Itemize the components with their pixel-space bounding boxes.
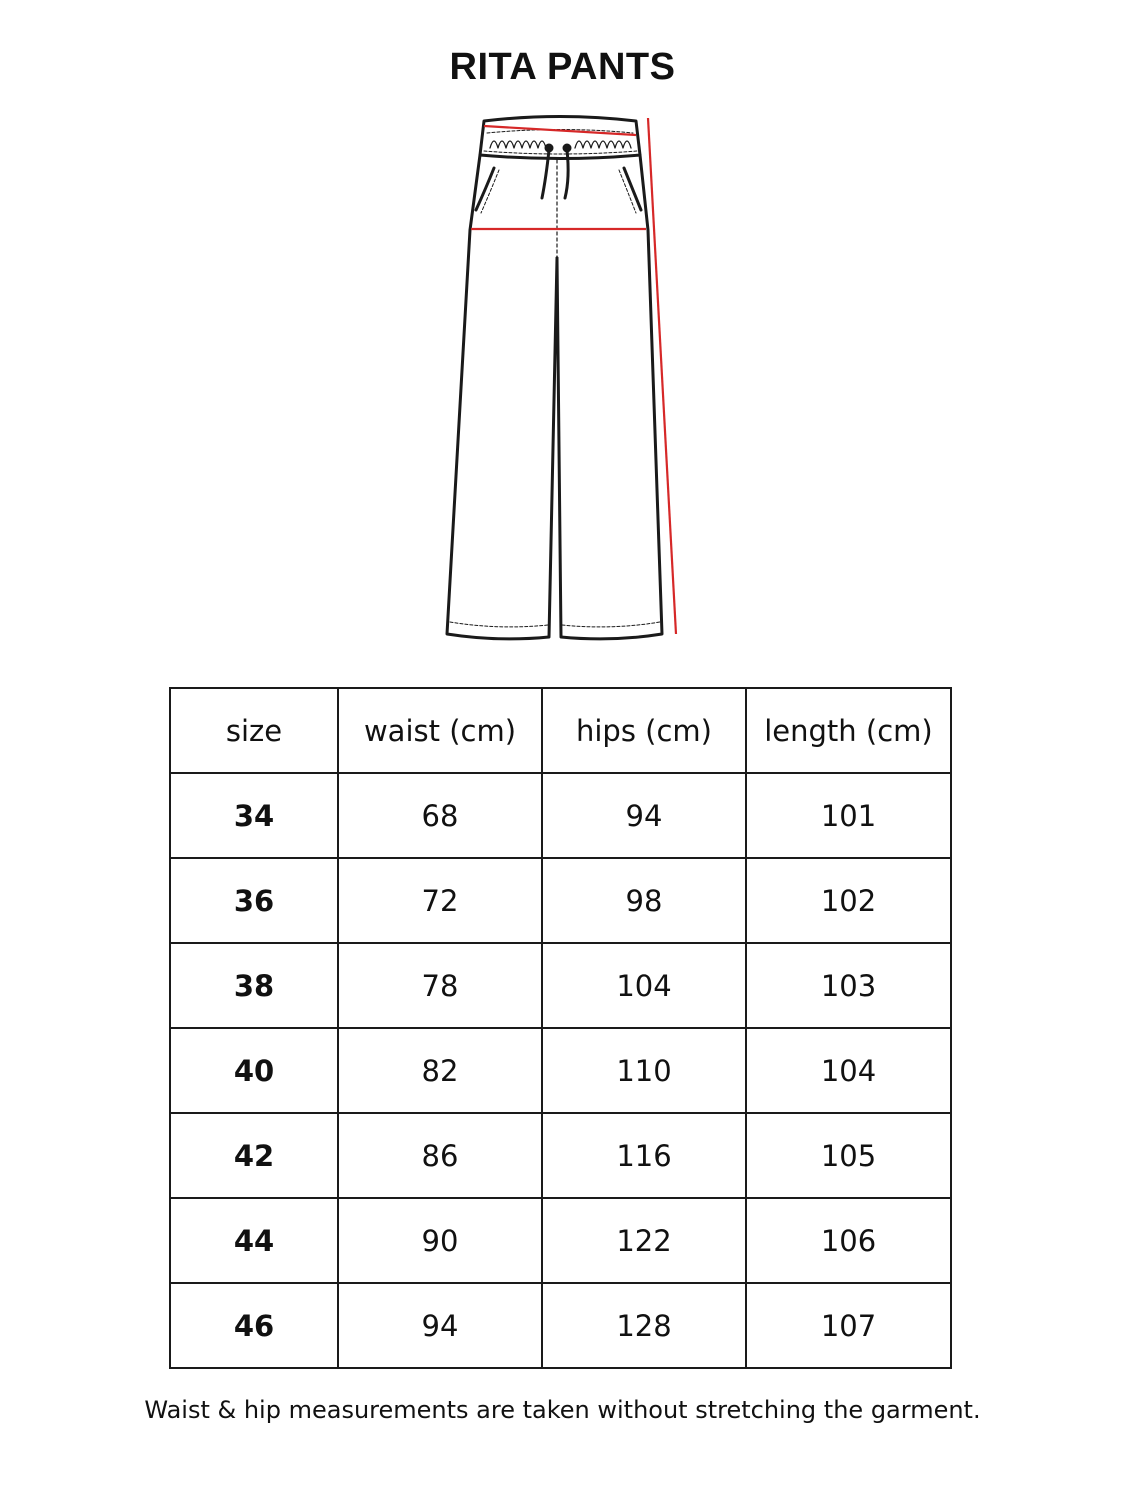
table-row — [170, 858, 951, 943]
size-cell: 38 — [170, 943, 338, 1028]
page-title: RITA PANTS — [449, 46, 676, 88]
table-row — [170, 1283, 951, 1368]
header-length: length (cm) — [746, 688, 951, 773]
hips-cell: 128 — [542, 1283, 746, 1368]
hips-cell: 110 — [542, 1028, 746, 1113]
header-waist: waist (cm) — [338, 688, 542, 773]
size-cell: 34 — [170, 773, 338, 858]
waist-cell: 90 — [338, 1198, 542, 1283]
length-cell: 103 — [746, 943, 951, 1028]
hips-cell: 104 — [542, 943, 746, 1028]
hem-stitch-right — [562, 622, 660, 627]
waist-cell: 78 — [338, 943, 542, 1028]
length-cell: 102 — [746, 858, 951, 943]
waist-cell: 86 — [338, 1113, 542, 1198]
waist-measure-line — [484, 126, 636, 135]
header-size: size — [170, 688, 338, 773]
length-cell: 106 — [746, 1198, 951, 1283]
size-cell: 44 — [170, 1198, 338, 1283]
waistband-stitch — [484, 151, 637, 154]
waist-cell: 82 — [338, 1028, 542, 1113]
table-row — [170, 1198, 951, 1283]
length-cell: 104 — [746, 1028, 951, 1113]
waist-cell: 94 — [338, 1283, 542, 1368]
measurement-note: Waist & hip measurements are taken without stretching the garment. — [144, 1396, 981, 1424]
table-row — [170, 773, 951, 858]
hips-cell: 122 — [542, 1198, 746, 1283]
size-cell: 46 — [170, 1283, 338, 1368]
elastic-gathers — [490, 141, 631, 148]
length-cell: 107 — [746, 1283, 951, 1368]
size-cell: 42 — [170, 1113, 338, 1198]
waist-cell: 72 — [338, 858, 542, 943]
size-chart-table — [169, 687, 952, 1369]
hem-stitch-left — [450, 622, 548, 627]
table-header-row — [170, 688, 951, 773]
left-leg-outline — [447, 155, 557, 639]
hips-cell: 116 — [542, 1113, 746, 1198]
table-row — [170, 943, 951, 1028]
size-cell: 36 — [170, 858, 338, 943]
pants-illustration — [0, 0, 1125, 680]
hips-cell: 94 — [542, 773, 746, 858]
header-hips: hips (cm) — [542, 688, 746, 773]
size-cell: 40 — [170, 1028, 338, 1113]
table-row — [170, 1113, 951, 1198]
hips-cell: 98 — [542, 858, 746, 943]
right-leg-outline — [557, 155, 662, 639]
length-cell: 101 — [746, 773, 951, 858]
length-cell: 105 — [746, 1113, 951, 1198]
table-row — [170, 1028, 951, 1113]
waist-cell: 68 — [338, 773, 542, 858]
